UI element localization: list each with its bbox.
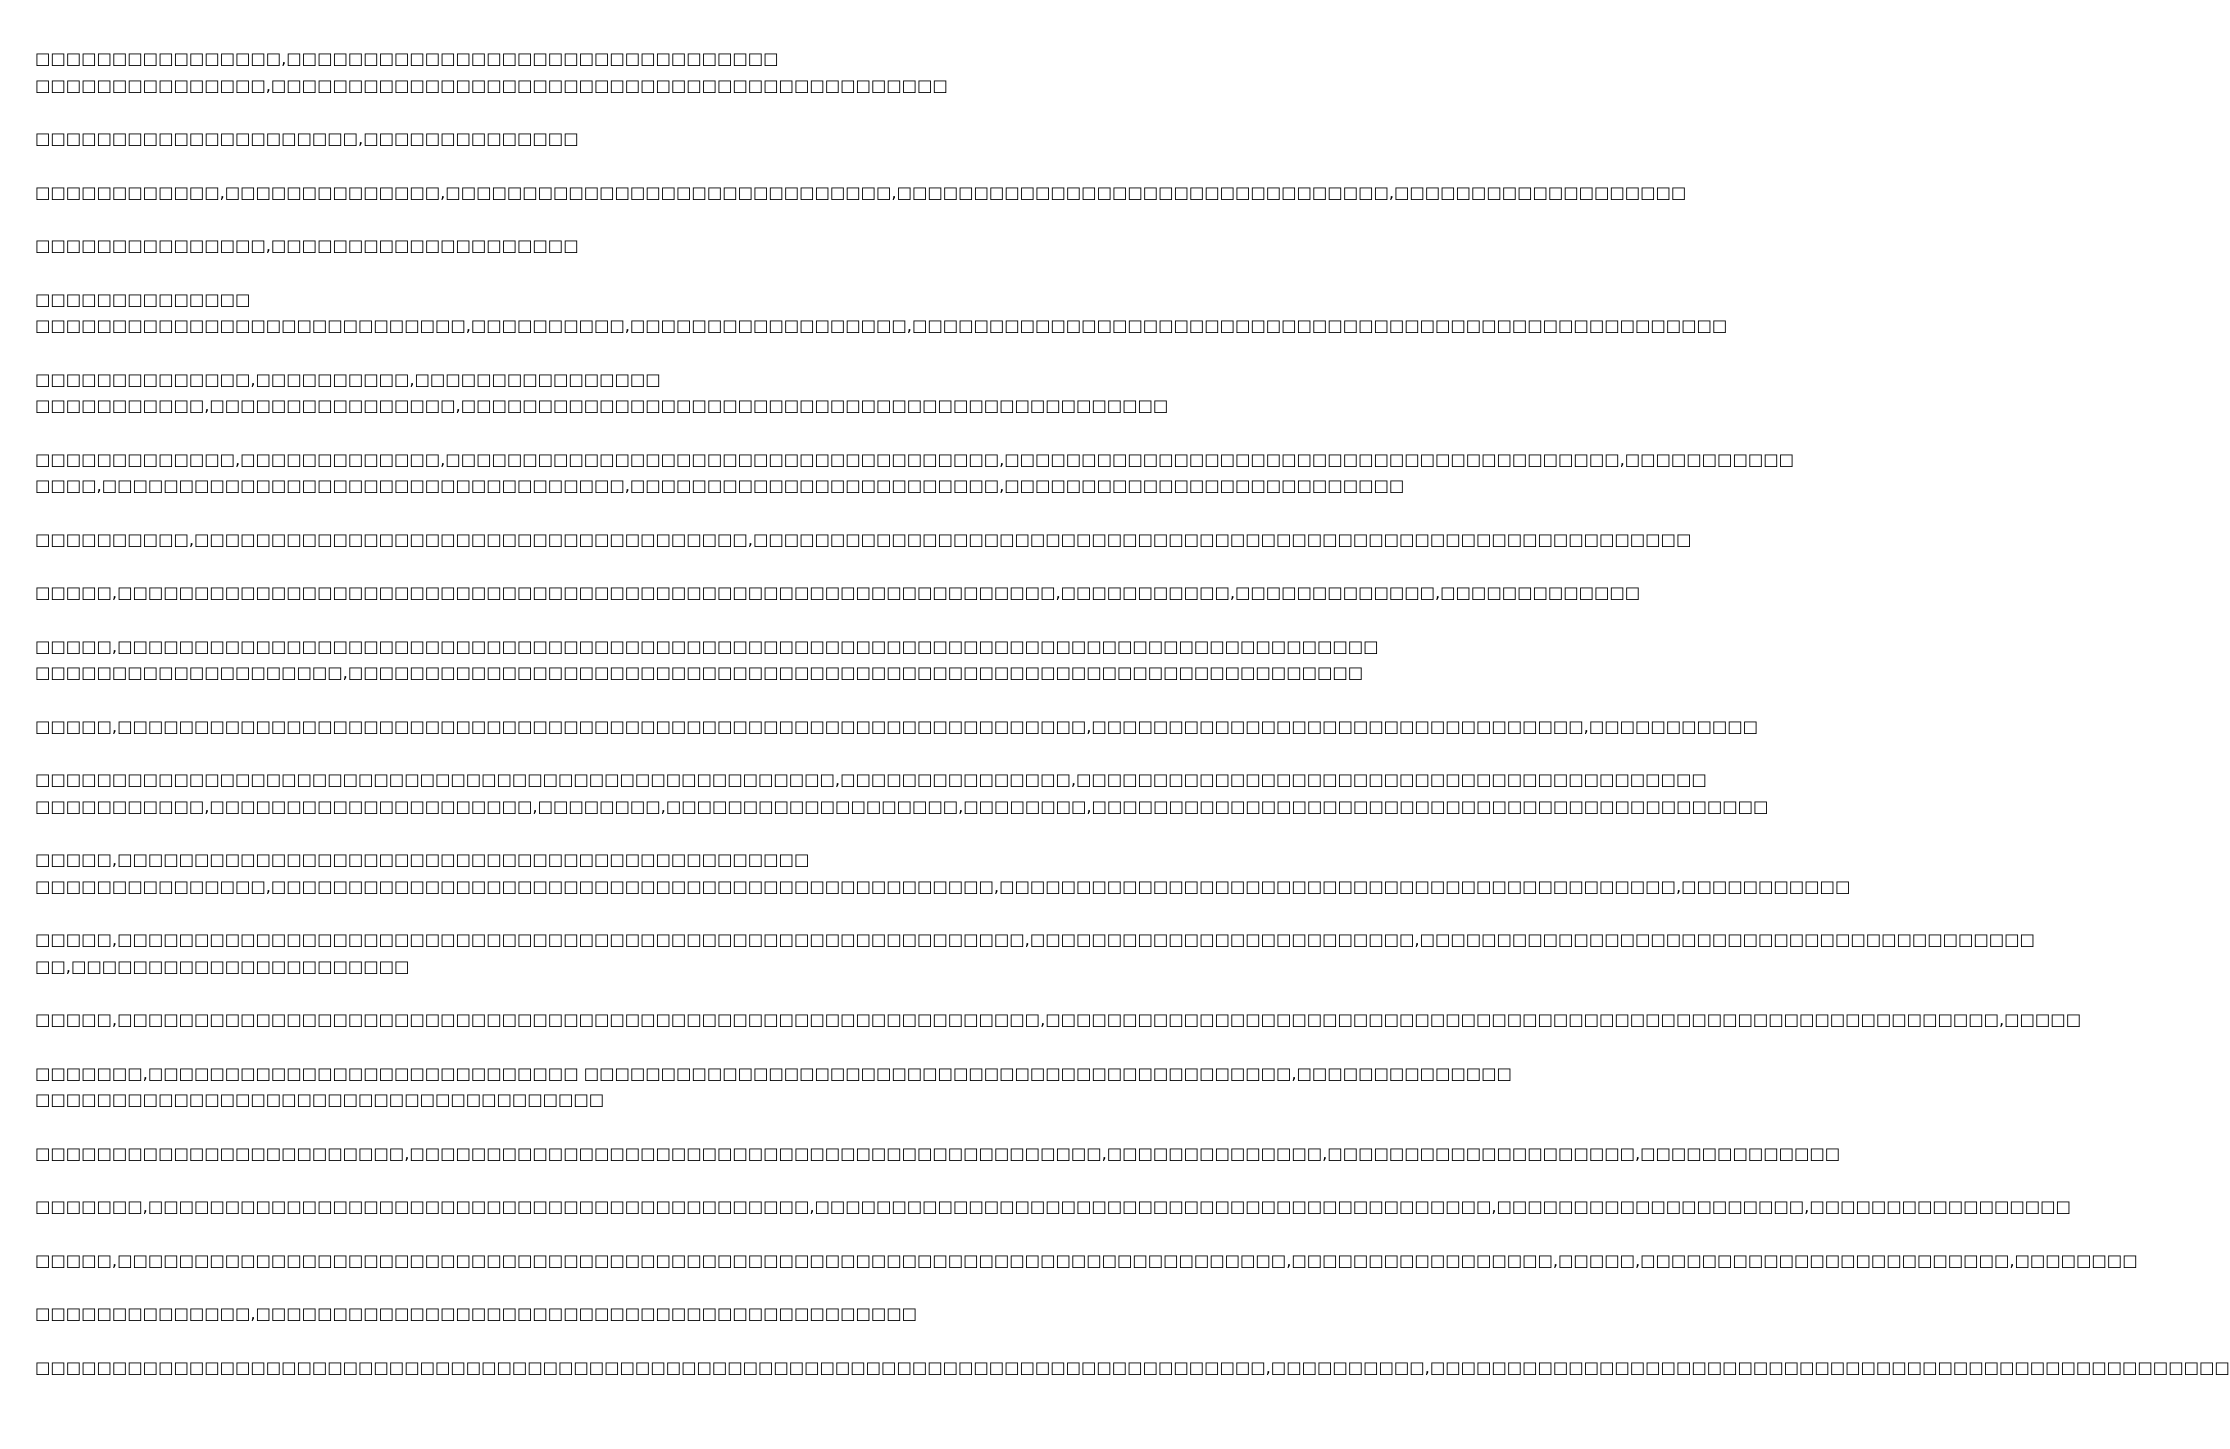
text-line: □□□□□,□□□□□□□□□□□□□□□□□□□□□□□□□□□□□□□□□□□□□□□□□□□□□□□□□□□□□□□□□□□□□□□□□□□□□□□□□□□□□□□□□□ (35, 636, 1379, 656)
text-line: □□□□□□□□□□□□□□□□□□□□□□□□,□□□□□□□□□□□□□□□□□□□□□□□□□□□□□□□□□□□□□□□□□□□□□,□□□□□□□□□□□□□□,□□□□□□□□□□□□□□□□□□□□,□□□□□□□□□□□□□ (35, 1143, 1841, 1163)
paragraph (35, 1355, 2230, 1382)
paragraph (35, 447, 1794, 500)
paragraph (35, 1141, 1841, 1168)
text-line: □□□□□□□□□□□□□□□□□□□□□□□□□□□□□□□□□□□□□□□□□□□□□□□□□□□□,□□□□□□□□□□□□□□□,□□□□□□□□□□□□□□□□□□□□□□□□□□□□□□□□□□□□□□□□□ (35, 770, 1707, 789)
text-line: □□□□□□□□□□□□□□□□□□□□□□□□□□□□,□□□□□□□□□□,□□□□□□□□□□□□□□□□□□,□□□□□□□□□□□□□□□□□□□□□□□□□□□□□□□□□□□□□□□□□□□□□□□□□□□□□ (35, 316, 1728, 335)
text-line: □□,□□□□□□□□□□□□□□□□□□□□□□ (35, 956, 410, 976)
text-line: □□□□□□□□□□□□□□,□□□□□□□□□□□□□□□□□□□□□□□□□□□□□□□□□□□□□□□□□□□ (35, 1304, 918, 1323)
text-line: □□□□□□□□□□,□□□□□□□□□□□□□□□□□□□□□□□□□□□□□□□□□□□□,□□□□□□□□□□□□□□□□□□□□□□□□□□□□□□□□□□□□□□□□□□□□□□□□□□□□□□□□□□□□□ (35, 529, 1692, 549)
paragraph (35, 580, 1641, 607)
text-line: □□□□,□□□□□□□□□□□□□□□□□□□□□□□□□□□□□□□□□□,□□□□□□□□□□□□□□□□□□□□□□□□,□□□□□□□□□□□□□□□□□□□□□□□□□□ (35, 476, 1405, 495)
text-line: □□□□□□□□□□□□□□□□□□□□,□□□□□□□□□□□□□□□□□□□□□□□□□□□□□□□□□□□□□□□□□□□□□□□□□□□□□□□□□□□□□□□□□□ (35, 663, 1364, 682)
text-line: □□□□□□□□□□□□□□,□□□□□□□□□□,□□□□□□□□□□□□□□□□ (35, 369, 661, 389)
paragraph (35, 126, 989, 153)
paragraph (35, 1248, 2138, 1275)
paragraph (35, 1194, 2071, 1221)
paragraph (35, 714, 1759, 741)
paragraph (35, 287, 1728, 340)
text-line: □□□□□□□,□□□□□□□□□□□□□□□□□□□□□□□□□□□□□□□□□□□□□□□□□□□,□□□□□□□□□□□□□□□□□□□□□□□□□□□□□□□□□□□□□□□□□□□□,□□□□□□□□□□□□□□□□□□□□,□□□□□□□□□□□□□□□□□ (35, 1197, 2071, 1216)
text-line: □□□□□□□□□□□□□,□□□□□□□□□□□□□,□□□□□□□□□□□□□□□□□□□□□□□□□□□□□□□□□□□□,□□□□□□□□□□□□□□□□□□□□□□□□□□□□□□□□□□□□□□□□,□□□□□□□□□□□ (35, 449, 1794, 469)
text-line: □□□□□□□□□□□,□□□□□□□□□□□□□□□□□□□□□,□□□□□□□□,□□□□□□□□□□□□□□□□□□□,□□□□□□□□,□□□□□□□□□□□□□□□□□□□□□□□□□□□□□□□□□□□□□□□□□□□□ (35, 796, 1769, 816)
text-line: □□□□□,□□□□□□□□□□□□□□□□□□□□□□□□□□□□□□□□□□□□□□□□□□□□□□□□□□□□□□□□□□□□□□□,□□□□□□□□□□□□□□□□□□□□□□□□□□□□□□□□,□□□□□□□□□□□ (35, 716, 1759, 736)
text-line: □□□□□,□□□□□□□□□□□□□□□□□□□□□□□□□□□□□□□□□□□□□□□□□□□□□□□□□□□□□□□□□□□□□,□□□□□□□□□□□,□□□□□□□□□□□□□,□□□□□□□□□□□□□ (35, 583, 1641, 602)
paragraph (35, 46, 989, 99)
text-line: □□□□□□□□□□□□□□□□□□□□□,□□□□□□□□□□□□□□ (35, 129, 579, 148)
text-line: □□□□□□□□□□□□□□□□,□□□□□□□□□□□□□□□□□□□□□□□□□□□□□□□□ (35, 49, 779, 68)
text-line: □□□□□□□,□□□□□□□□□□□□□□□□□□□□□□□□□□□□ □□□□□□□□□□□□□□□□□□□□□□□□□□□□□□□□□□□□□□□□□□□□□□,□□□□□□□□□□□□□□ (35, 1063, 1512, 1083)
paragraph (35, 367, 1169, 420)
paragraph (35, 767, 1769, 820)
text-line: □□□□□,□□□□□□□□□□□□□□□□□□□□□□□□□□□□□□□□□□□□□□□□□□□□□ (35, 850, 810, 869)
text-line: □□□□□□□□□□□□□□ (35, 289, 251, 309)
paragraph (35, 847, 1851, 900)
paragraph (35, 180, 1687, 207)
text-line: □□□□□□□□□□□□□□□,□□□□□□□□□□□□□□□□□□□□□□□□□□□□□□□□□□□□□□□□□□□□ (35, 75, 948, 95)
paragraph (35, 527, 1692, 554)
text-line: □□□□□□□□□□□□□□□□□□□□□□□□□□□□□□□□□□□□□ (35, 1090, 605, 1109)
text-line: □□□□□□□□□□□□□□□,□□□□□□□□□□□□□□□□□□□□ (35, 236, 579, 255)
paragraph (35, 927, 2035, 980)
text-line: □□□□□,□□□□□□□□□□□□□□□□□□□□□□□□□□□□□□□□□□□□□□□□□□□□□□□□□□□□□□□□□□□,□□□□□□□□□□□□□□□□□□□□□□□□□,□□□□□□□□□□□□□□□□□□□□□□□□□□□□□□□□□□□□□□□□ (35, 930, 2035, 949)
text-line: □□□□□□□□□□□,□□□□□□□□□□□□□□□□,□□□□□□□□□□□□□□□□□□□□□□□□□□□□□□□□□□□□□□□□□□□□□□ (35, 396, 1169, 415)
document-body (35, 46, 2230, 1408)
paragraph (35, 1007, 2082, 1034)
text-line: □□□□□□□□□□□□□□□□□□□□□□□□□□□□□□□□□□□□□□□□□□□□□□□□□□□□□□□□□□□□□□□□□□□□□□□□□□□□□□□□,□□□□□□□□□□,□□□□□□□□□□□□□□□□□□□□□□□□□□□□□□□□□□□□□□□□□□□□□□□□□□□□ (35, 1357, 2230, 1377)
paragraph (35, 1301, 989, 1328)
paragraph (35, 233, 989, 260)
paragraph (35, 634, 1379, 687)
text-line: □□□□□□□□□□□□,□□□□□□□□□□□□□□,□□□□□□□□□□□□□□□□□□□□□□□□□□□□□,□□□□□□□□□□□□□□□□□□□□□□□□□□□□□□□□,□□□□□□□□□□□□□□□□□□□ (35, 182, 1687, 202)
text-line: □□□□□,□□□□□□□□□□□□□□□□□□□□□□□□□□□□□□□□□□□□□□□□□□□□□□□□□□□□□□□□□□□□,□□□□□□□□□□□□□□□□□□□□□□□□□□□□□□□□□□□□□□□□□□□□□□□□□□□□□□□□□□□□□□,□□□□□ (35, 1010, 2082, 1029)
paragraph (35, 1061, 1512, 1114)
text-line: □□□□□,□□□□□□□□□□□□□□□□□□□□□□□□□□□□□□□□□□□□□□□□□□□□□□□□□□□□□□□□□□□□□□□□□□□□□□□□□□□□,□□□□□□□□□□□□□□□□□,□□□□□,□□□□□□□□□□□□□□□□□□□□□□□□,□□□□□□□□ (35, 1250, 2138, 1270)
text-line: □□□□□□□□□□□□□□□,□□□□□□□□□□□□□□□□□□□□□□□□□□□□□□□□□□□□□□□□□□□□□□□,□□□□□□□□□□□□□□□□□□□□□□□□□□□□□□□□□□□□□□□□□□□□,□□□□□□□□□□□ (35, 876, 1851, 896)
